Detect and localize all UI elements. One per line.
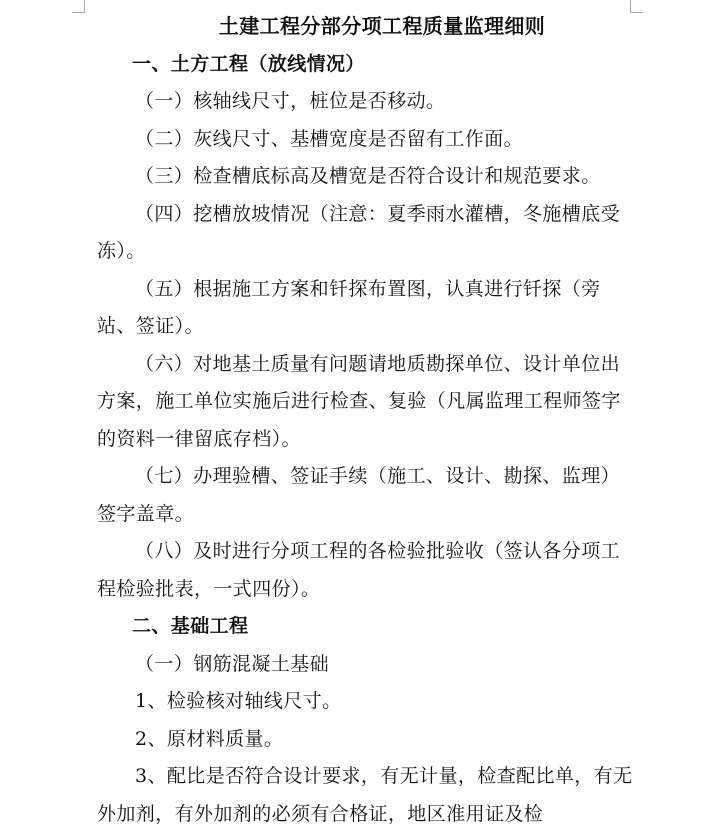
list-item: 3、配比是否符合设计要求，有无计量，检查配比单，有无外加剂，有外加剂的必须有合格证，地区准用证及检 xyxy=(97,765,633,825)
crop-mark-top-left xyxy=(84,0,85,12)
list-item: 1、检验核对轴线尺寸。 xyxy=(135,690,342,712)
list-item: （四）挖槽放坡情况（注意：夏季雨水灌槽，冬施槽底受冻）。 xyxy=(97,202,621,262)
list-item: （五）根据施工方案和钎探布置图，认真进行钎探（旁站、签证）。 xyxy=(97,277,601,337)
section-heading: 二、基础工程 xyxy=(132,615,249,637)
section-heading: 一、土方工程（放线情况） xyxy=(132,52,365,75)
list-item: 2、原材料质量。 xyxy=(135,727,284,750)
list-item: （八）及时进行分项工程的各检验批验收（签认各分项工程检验批表，一式四份）。 xyxy=(97,540,621,600)
document-title: 土建工程分部分项工程质量监理细则 xyxy=(218,14,546,38)
list-item: （一）钢筋混凝土基础 xyxy=(135,652,330,675)
list-item: （七）办理验槽、签证手续（施工、设计、勘探、监理）签字盖章。 xyxy=(97,465,621,525)
list-item: （六）对地基土质量有问题请地质勘探单位、设计单位出方案，施工单位实施后进行检查、复验（凡属监理工程师签字的资料一律留底存档）。 xyxy=(97,352,621,450)
list-item: （二）灰线尺寸、基槽宽度是否留有工作面。 xyxy=(135,127,524,150)
document-body xyxy=(97,8,637,833)
list-item: （一）核轴线尺寸，桩位是否移动。 xyxy=(135,90,446,112)
crop-mark-top-left xyxy=(72,12,85,13)
list-item: （三）检查槽底标高及槽宽是否符合设计和规范要求。 xyxy=(135,165,601,187)
